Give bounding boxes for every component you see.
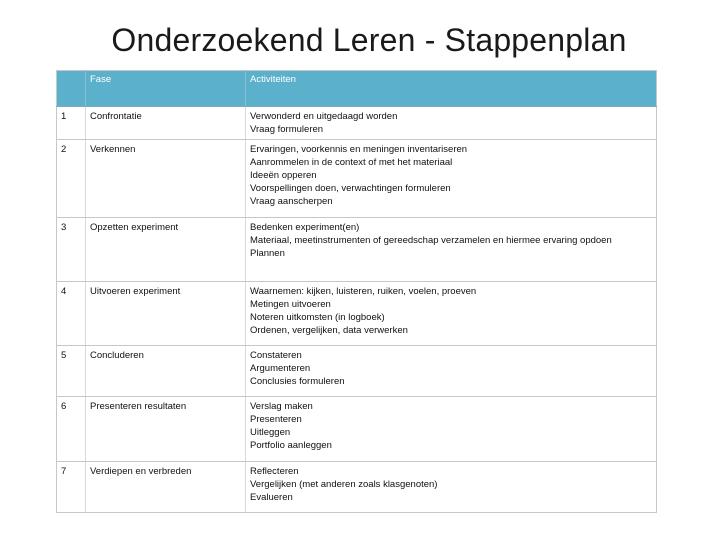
step-number: 2 — [57, 140, 86, 218]
step-fase: Confrontatie — [86, 107, 246, 140]
activity-item: Plannen — [250, 248, 285, 259]
table-row — [57, 462, 657, 513]
activity-item: Ervaringen, voorkennis en meningen inventariseren — [250, 144, 468, 155]
step-fase: Verkennen — [86, 140, 246, 218]
activity-item: Aanrommelen in de context of met het materiaal — [250, 157, 453, 168]
activity-item: Presenteren — [250, 414, 302, 425]
activity-item: Materiaal, meetinstrumenten of gereedschap verzamelen en hiermee ervaring opdoen — [250, 235, 612, 246]
table-row — [57, 140, 657, 218]
activity-item: Voorspellingen doen, verwachtingen formuleren — [250, 183, 451, 194]
step-activities — [246, 107, 657, 140]
activity-item: Verwonderd en uitgedaagd worden — [250, 111, 398, 122]
activity-item: Uitleggen — [250, 427, 291, 438]
activity-item: Metingen uitvoeren — [250, 299, 331, 310]
table-row — [57, 107, 657, 140]
activity-item: Argumenteren — [250, 363, 311, 374]
table-row — [57, 282, 657, 346]
table-row — [57, 346, 657, 397]
table-row — [57, 218, 657, 282]
page-title: Onderzoekend Leren - Stappenplan — [111, 22, 627, 58]
step-activities — [246, 218, 657, 282]
activity-item: Bedenken experiment(en) — [250, 222, 360, 233]
step-number: 7 — [57, 462, 86, 513]
step-activities — [246, 282, 657, 346]
header-fase: Fase — [86, 71, 246, 107]
activity-item: Vergelijken (met anderen zoals klasgenoten) — [250, 479, 438, 490]
step-activities — [246, 462, 657, 513]
activity-item: Ordenen, vergelijken, data verwerken — [250, 325, 408, 336]
activity-item: Evalueren — [250, 492, 293, 503]
step-number: 1 — [57, 107, 86, 140]
table-header-row — [57, 71, 657, 107]
step-number: 5 — [57, 346, 86, 397]
step-fase: Uitvoeren experiment — [86, 282, 246, 346]
activity-item: Conclusies formuleren — [250, 376, 345, 387]
step-fase: Verdiepen en verbreden — [86, 462, 246, 513]
step-fase: Opzetten experiment — [86, 218, 246, 282]
activity-item: Reflecteren — [250, 466, 299, 477]
activity-item: Waarnemen: kijken, luisteren, ruiken, voelen, proeven — [250, 286, 477, 297]
header-number — [57, 71, 86, 107]
step-activities — [246, 397, 657, 462]
step-activities — [246, 140, 657, 218]
activity-item: Noteren uitkomsten (in logboek) — [250, 312, 385, 323]
step-activities — [246, 346, 657, 397]
activity-item: Verslag maken — [250, 401, 313, 412]
activity-item: Portfolio aanleggen — [250, 440, 332, 451]
activity-item: Ideeën opperen — [250, 170, 317, 181]
activity-item: Constateren — [250, 350, 302, 361]
step-number: 4 — [57, 282, 86, 346]
step-fase: Presenteren resultaten — [86, 397, 246, 462]
activity-item: Vraag aanscherpen — [250, 196, 333, 207]
table-row — [57, 397, 657, 462]
step-fase: Concluderen — [86, 346, 246, 397]
step-number: 3 — [57, 218, 86, 282]
stappenplan-table — [56, 70, 657, 513]
header-activiteiten: Activiteiten — [246, 71, 657, 107]
activity-item: Vraag formuleren — [250, 124, 324, 135]
step-number: 6 — [57, 397, 86, 462]
